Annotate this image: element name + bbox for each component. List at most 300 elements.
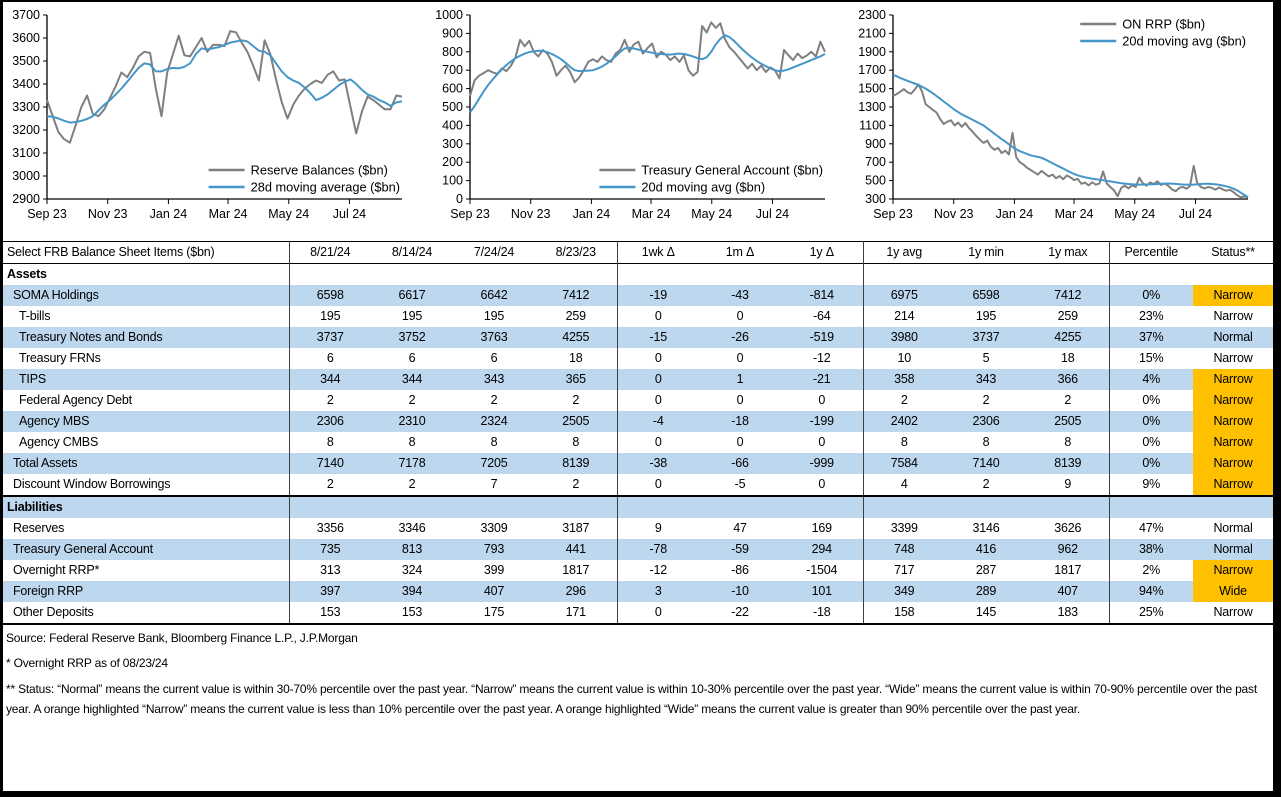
status-cell: Normal <box>1213 330 1253 344</box>
value-cell: 4255 <box>1027 327 1109 348</box>
legend-label: 20d moving avg ($bn) <box>1122 33 1246 49</box>
value-cell: 0 <box>654 435 662 449</box>
value-cell: 2505 <box>535 411 617 432</box>
y-tick-label: 200 <box>442 155 463 170</box>
value-cell: 6975 <box>890 288 918 302</box>
x-tick-label: Sep 23 <box>873 207 913 221</box>
value-cell: -21 <box>781 369 863 390</box>
y-tick-label: 900 <box>442 26 463 41</box>
y-tick-label: 500 <box>442 100 463 114</box>
value-cell: 4% <box>1142 372 1161 386</box>
value-cell: 3309 <box>480 521 508 535</box>
value-cell <box>1109 496 1193 518</box>
value-cell: 25% <box>1139 605 1164 619</box>
y-tick-label: 3000 <box>12 169 40 183</box>
value-cell: 0% <box>1142 288 1161 302</box>
value-cell <box>699 264 781 286</box>
status-cell: Narrow <box>1213 309 1253 323</box>
value-cell: 3737 <box>316 330 344 344</box>
value-cell: -10 <box>731 584 749 598</box>
status-cell: Narrow <box>1213 351 1253 365</box>
y-tick-label: 400 <box>442 118 463 133</box>
value-cell: 0 <box>654 393 662 407</box>
value-cell: 7140 <box>972 456 1000 470</box>
value-cell: 18 <box>535 348 617 369</box>
value-cell: 416 <box>975 542 997 556</box>
value-cell: 349 <box>894 584 915 598</box>
value-cell: 813 <box>401 542 423 556</box>
value-cell: -59 <box>731 542 749 556</box>
value-cell: 6617 <box>398 288 426 302</box>
y-tick-label: 2300 <box>858 8 886 22</box>
series-line <box>893 85 1248 198</box>
value-cell: -4 <box>652 414 664 428</box>
status-cell: Narrow <box>1193 560 1273 581</box>
y-tick-label: 1500 <box>858 81 886 96</box>
value-cell: 183 <box>1027 602 1109 624</box>
value-cell: 171 <box>535 602 617 624</box>
y-tick-label: 3400 <box>12 77 40 91</box>
value-cell: 0 <box>654 309 662 323</box>
y-tick-label: 1100 <box>859 118 886 133</box>
value-cell: 0% <box>1142 435 1161 449</box>
column-header: 1y min <box>968 245 1004 259</box>
value-cell: 0% <box>1142 414 1161 428</box>
value-cell: -12 <box>649 563 667 577</box>
value-cell: 3626 <box>1027 518 1109 539</box>
y-tick-label: 3100 <box>12 146 40 160</box>
value-cell: 9% <box>1142 477 1161 491</box>
status-cell: Narrow <box>1193 453 1273 474</box>
value-cell: -999 <box>781 453 863 474</box>
value-cell: 748 <box>894 542 915 556</box>
value-cell <box>453 496 535 518</box>
value-cell: 2 <box>982 393 990 407</box>
value-cell: 441 <box>535 539 617 560</box>
reserve-balances-line-chart <box>3 2 426 240</box>
value-cell: 366 <box>1027 369 1109 390</box>
value-cell: 38% <box>1139 542 1164 556</box>
value-cell: 358 <box>894 372 915 386</box>
row-label: Agency CMBS <box>3 432 289 453</box>
value-cell: 2% <box>1142 563 1161 577</box>
section-row <box>3 264 1273 286</box>
status-cell: Narrow <box>1193 285 1273 306</box>
y-tick-label: 300 <box>442 136 463 151</box>
value-cell: 0 <box>781 432 863 453</box>
value-cell: 3356 <box>316 521 344 535</box>
y-tick-label: 500 <box>865 173 886 188</box>
value-cell: 8 <box>1027 432 1109 453</box>
value-cell: 793 <box>483 542 505 556</box>
legend-label: 20d moving avg ($bn) <box>641 179 766 195</box>
value-cell: 6642 <box>480 288 508 302</box>
y-tick-label: 3300 <box>12 100 40 114</box>
value-cell: 195 <box>401 309 423 323</box>
value-cell: 195 <box>975 309 997 323</box>
column-header: Select FRB Balance Sheet Items ($bn) <box>3 242 289 264</box>
value-cell: 4 <box>900 477 908 491</box>
legend-label: ON RRP ($bn) <box>1122 16 1206 32</box>
value-cell: 2 <box>408 393 416 407</box>
value-cell: 259 <box>1027 306 1109 327</box>
value-cell: 0 <box>781 474 863 496</box>
y-tick-label: 2100 <box>858 26 886 41</box>
chart-reserve-balances <box>3 2 426 240</box>
value-cell: 7140 <box>316 456 344 470</box>
value-cell: 0 <box>736 309 744 323</box>
y-tick-label: 0 <box>456 192 463 206</box>
column-header: 7/24/24 <box>473 245 515 259</box>
column-header: 1wk Δ <box>641 245 675 259</box>
table-header-row <box>3 242 1273 264</box>
table-row <box>3 581 1273 602</box>
series-line <box>47 40 402 122</box>
status-cell: Narrow <box>1193 432 1273 453</box>
value-cell: -18 <box>731 414 749 428</box>
y-tick-label: 900 <box>865 136 886 151</box>
value-cell: 344 <box>320 372 341 386</box>
column-header: 8/14/24 <box>391 245 433 259</box>
table-row <box>3 348 1273 369</box>
value-cell: 7178 <box>398 456 426 470</box>
value-cell: 365 <box>535 369 617 390</box>
value-cell: 0 <box>654 605 662 619</box>
value-cell: 0 <box>736 435 744 449</box>
value-cell: 10 <box>897 351 911 365</box>
row-label: TIPS <box>3 369 289 390</box>
chart-treasury-general-account <box>426 2 849 240</box>
row-label: Overnight RRP* <box>3 560 289 581</box>
value-cell: 0 <box>736 351 744 365</box>
value-cell: 195 <box>483 309 505 323</box>
value-cell <box>781 264 863 286</box>
value-cell: 289 <box>975 584 997 598</box>
value-cell: -38 <box>649 456 667 470</box>
value-cell: 8 <box>982 435 990 449</box>
value-cell <box>535 264 617 286</box>
value-cell: -5 <box>734 477 746 491</box>
y-tick-label: 3500 <box>12 54 40 68</box>
value-cell: 1 <box>736 372 744 386</box>
value-cell: 7412 <box>1027 285 1109 306</box>
value-cell: 294 <box>781 539 863 560</box>
value-cell: 6 <box>490 351 498 365</box>
balance-sheet-table <box>3 241 1273 625</box>
value-cell: 0 <box>781 390 863 411</box>
value-cell: 2 <box>982 477 990 491</box>
value-cell: 344 <box>401 372 423 386</box>
x-tick-label: Nov 23 <box>933 207 974 221</box>
value-cell <box>699 496 781 518</box>
charts-row <box>3 2 1273 240</box>
x-tick-label: Jul 24 <box>1178 207 1213 221</box>
value-cell: 0% <box>1142 456 1161 470</box>
value-cell: -64 <box>781 306 863 327</box>
series-line <box>893 75 1248 197</box>
x-tick-label: May 24 <box>268 207 310 221</box>
column-header: 1y Δ <box>781 242 863 264</box>
value-cell <box>371 496 453 518</box>
value-cell: 2 <box>326 477 334 491</box>
value-cell: 153 <box>320 605 341 619</box>
value-cell: 2 <box>490 393 498 407</box>
value-cell: 717 <box>894 563 915 577</box>
value-cell: 343 <box>483 372 505 386</box>
x-tick-label: Nov 23 <box>510 207 551 221</box>
x-tick-label: Jul 24 <box>755 207 790 221</box>
value-cell: 2 <box>535 474 617 496</box>
table-row <box>3 560 1273 581</box>
status-cell: Narrow <box>1193 474 1273 496</box>
value-cell: -86 <box>731 563 749 577</box>
chart-legend <box>599 163 823 195</box>
table-row <box>3 602 1273 624</box>
value-cell: -78 <box>649 542 667 556</box>
row-label: Treasury FRNs <box>3 348 289 369</box>
value-cell: 101 <box>781 581 863 602</box>
value-cell: 2324 <box>480 414 508 428</box>
value-cell: 2306 <box>316 414 344 428</box>
value-cell: 8 <box>408 435 416 449</box>
status-cell: Narrow <box>1213 605 1253 619</box>
x-tick-label: Jan 24 <box>995 207 1034 221</box>
table-row <box>3 327 1273 348</box>
value-cell: 2306 <box>972 414 1000 428</box>
x-tick-label: Sep 23 <box>450 207 490 221</box>
value-cell: -15 <box>649 330 667 344</box>
value-cell <box>945 496 1027 518</box>
row-label: Federal Agency Debt <box>3 390 289 411</box>
legend-label: Reserve Balances ($bn) <box>250 162 388 178</box>
value-cell: 399 <box>483 563 505 577</box>
legend-label: 28d moving average ($bn) <box>250 179 400 195</box>
section-row <box>3 496 1273 518</box>
column-header: 8/21/24 <box>310 245 351 259</box>
value-cell: 2 <box>1027 390 1109 411</box>
on-rrp-line-chart <box>849 2 1272 240</box>
value-cell: -66 <box>731 456 749 470</box>
value-cell: 324 <box>401 563 423 577</box>
x-tick-label: Jan 24 <box>572 207 611 221</box>
value-cell: 1817 <box>1027 560 1109 581</box>
y-tick-label: 1300 <box>858 100 886 114</box>
value-cell <box>945 264 1027 286</box>
value-cell: 1817 <box>535 560 617 581</box>
row-label: Other Deposits <box>3 602 289 624</box>
x-tick-label: Jan 24 <box>149 207 188 221</box>
value-cell: 394 <box>401 584 423 598</box>
value-cell: -519 <box>781 327 863 348</box>
status-cell: Narrow <box>1193 369 1273 390</box>
chart-legend <box>209 163 400 195</box>
row-label: Total Assets <box>3 453 289 474</box>
status-definition-footnote: ** Status: “Normal” means the current value is within 30-70% percentile over the past year. “Narrow” means the current value is within 10-30% percentile over the past year. “Wide” means the current value is within 70-90% percentile over the past year. A orange highlighted “Narrow” means the current value is less than 10% percentile over the past year. A orange highlighted “Wide” means the current value is greater than 90% percentile over the past year. <box>6 682 1257 716</box>
y-tick-label: 1900 <box>858 44 886 59</box>
value-cell: 313 <box>320 563 341 577</box>
table-row <box>3 453 1273 474</box>
column-header: 8/23/23 <box>535 242 617 264</box>
value-cell: 3980 <box>890 330 918 344</box>
value-cell: 153 <box>401 605 423 619</box>
value-cell: 962 <box>1027 539 1109 560</box>
value-cell: 9 <box>1027 474 1109 496</box>
value-cell: 8 <box>326 435 334 449</box>
x-tick-label: Mar 24 <box>631 207 671 221</box>
value-cell: 6598 <box>972 288 1000 302</box>
value-cell: -19 <box>649 288 667 302</box>
value-cell: 3146 <box>972 521 1000 535</box>
y-tick-label: 2900 <box>12 192 40 206</box>
column-header: 1y max <box>1027 242 1109 264</box>
value-cell: 23% <box>1139 309 1164 323</box>
value-cell: 2310 <box>398 414 426 428</box>
value-cell: 15% <box>1139 351 1164 365</box>
value-cell: 3399 <box>890 521 918 535</box>
value-cell: 8 <box>490 435 498 449</box>
value-cell: -199 <box>781 411 863 432</box>
y-tick-label: 1700 <box>858 63 886 78</box>
value-cell: 287 <box>975 563 997 577</box>
value-cell: 6 <box>408 351 416 365</box>
value-cell <box>781 496 863 518</box>
value-cell: 7584 <box>890 456 918 470</box>
status-cell: Narrow <box>1193 411 1273 432</box>
row-label: SOMA Holdings <box>3 285 289 306</box>
value-cell: 3187 <box>535 518 617 539</box>
value-cell <box>535 496 617 518</box>
x-tick-label: Sep 23 <box>27 207 67 221</box>
value-cell: 2 <box>535 390 617 411</box>
chart-legend <box>1080 17 1246 49</box>
value-cell: 0 <box>654 351 662 365</box>
value-cell: 169 <box>781 518 863 539</box>
table-row <box>3 539 1273 560</box>
value-cell: 397 <box>320 584 341 598</box>
value-cell: 0 <box>736 393 744 407</box>
y-tick-label: 700 <box>442 63 463 78</box>
row-label: Agency MBS <box>3 411 289 432</box>
value-cell <box>863 264 945 286</box>
value-cell: -1504 <box>781 560 863 581</box>
status-cell: Normal <box>1213 521 1253 535</box>
value-cell <box>1109 264 1193 286</box>
value-cell: 47 <box>733 521 747 535</box>
value-cell: -18 <box>781 602 863 624</box>
y-tick-label: 700 <box>865 155 886 170</box>
value-cell: 407 <box>483 584 505 598</box>
status-cell: Narrow <box>1193 390 1273 411</box>
table-row <box>3 306 1273 327</box>
y-tick-label: 100 <box>442 173 463 188</box>
y-tick-label: 300 <box>865 192 886 206</box>
x-tick-label: Mar 24 <box>1054 207 1094 221</box>
chart-on-rrp <box>849 2 1272 240</box>
value-cell: 8139 <box>535 453 617 474</box>
value-cell: 0 <box>654 477 662 491</box>
value-cell: 2 <box>900 393 908 407</box>
table-row <box>3 369 1273 390</box>
series-line <box>47 31 402 143</box>
status-cell <box>1193 264 1273 286</box>
value-cell <box>289 496 371 518</box>
value-cell: -43 <box>731 288 749 302</box>
value-cell: -12 <box>781 348 863 369</box>
value-cell <box>1027 496 1109 518</box>
value-cell: 6598 <box>316 288 344 302</box>
y-tick-label: 3600 <box>12 31 40 45</box>
value-cell: 2 <box>408 477 416 491</box>
x-tick-label: Nov 23 <box>87 207 128 221</box>
footnotes <box>3 625 1273 719</box>
value-cell <box>617 496 699 518</box>
value-cell: 3737 <box>972 330 1000 344</box>
value-cell <box>1027 264 1109 286</box>
value-cell: 7 <box>490 477 498 491</box>
value-cell: 158 <box>894 605 915 619</box>
value-cell: 259 <box>535 306 617 327</box>
value-cell: 8139 <box>1027 453 1109 474</box>
value-cell <box>289 264 371 286</box>
value-cell: 9 <box>654 521 662 535</box>
table-row <box>3 474 1273 496</box>
status-cell: Normal <box>1213 542 1253 556</box>
value-cell: 145 <box>975 605 997 619</box>
value-cell: 735 <box>320 542 341 556</box>
value-cell: 3 <box>654 584 662 598</box>
status-cell: Wide <box>1193 581 1273 602</box>
table-row <box>3 432 1273 453</box>
tga-line-chart <box>426 2 849 240</box>
table-row <box>3 285 1273 306</box>
y-tick-label: 1000 <box>435 8 463 22</box>
x-tick-label: Mar 24 <box>208 207 248 221</box>
value-cell: 0 <box>654 372 662 386</box>
value-cell: 6 <box>326 351 334 365</box>
value-cell: 37% <box>1139 330 1164 344</box>
y-tick-label: 600 <box>442 81 463 96</box>
value-cell: 214 <box>894 309 915 323</box>
value-cell: 4255 <box>535 327 617 348</box>
value-cell: 2505 <box>1027 411 1109 432</box>
value-cell: 2 <box>326 393 334 407</box>
row-label: Assets <box>3 264 289 286</box>
value-cell <box>863 496 945 518</box>
report-content <box>3 2 1273 791</box>
row-label: Foreign RRP <box>3 581 289 602</box>
x-tick-label: May 24 <box>1114 207 1156 221</box>
value-cell: 5 <box>982 351 990 365</box>
value-cell: -22 <box>731 605 749 619</box>
value-cell: 0% <box>1142 393 1161 407</box>
value-cell: -26 <box>731 330 749 344</box>
value-cell: 18 <box>1027 348 1109 369</box>
y-tick-label: 3700 <box>12 8 40 22</box>
x-tick-label: Jul 24 <box>332 207 367 221</box>
value-cell: 3752 <box>398 330 426 344</box>
value-cell: -814 <box>781 285 863 306</box>
value-cell: 343 <box>975 372 997 386</box>
value-cell <box>371 264 453 286</box>
value-cell: 407 <box>1027 581 1109 602</box>
source-note: Source: Federal Reserve Bank, Bloomberg Finance L.P., J.P.Morgan <box>6 631 358 645</box>
row-label: Treasury Notes and Bonds <box>3 327 289 348</box>
value-cell <box>617 264 699 286</box>
column-header: Status** <box>1211 245 1255 259</box>
value-cell <box>453 264 535 286</box>
column-header: 1m Δ <box>725 245 755 259</box>
table-row <box>3 390 1273 411</box>
